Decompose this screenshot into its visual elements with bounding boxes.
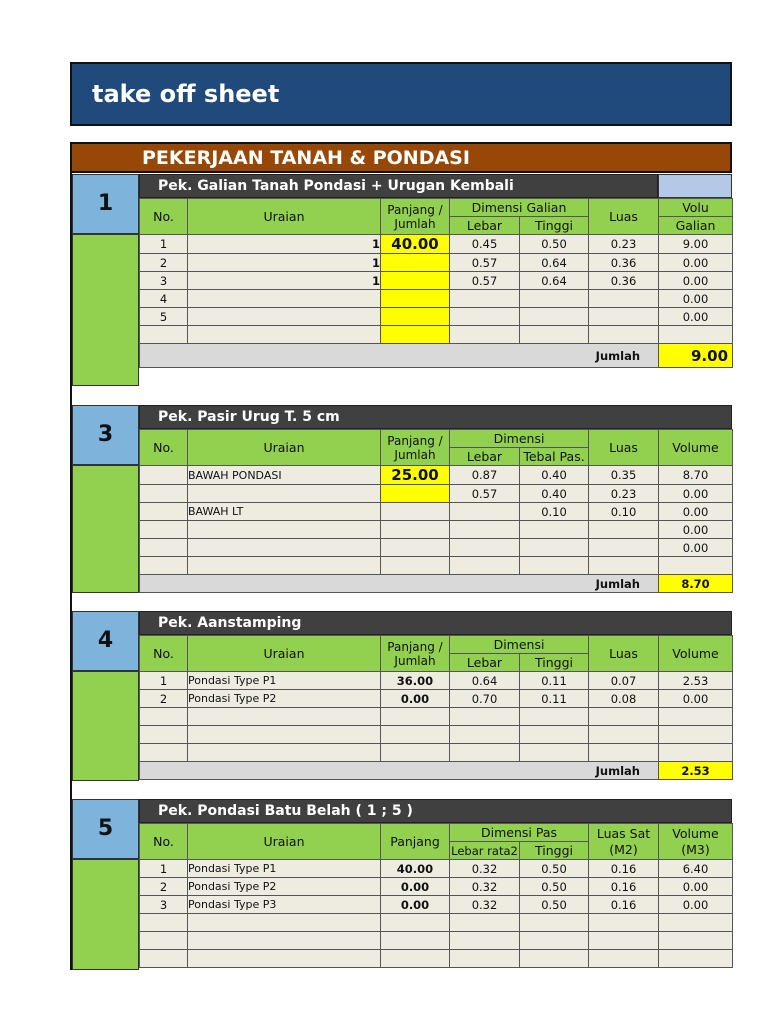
cell-no — [140, 485, 188, 503]
cell-tinggi — [520, 557, 589, 575]
cell-volume: 2.53 — [659, 672, 733, 690]
cell-no — [140, 914, 188, 932]
cell-volume: 0.00 — [659, 690, 733, 708]
cell-lebar — [450, 539, 520, 557]
header-uraian: Uraian — [188, 636, 381, 672]
cell-tinggi: 0.50 — [520, 235, 589, 254]
total-value: 9.00 — [659, 344, 733, 368]
main-title: PEKERJAAN TANAH & PONDASI — [70, 142, 732, 173]
cell-tinggi: 0.64 — [520, 254, 589, 272]
section-3-table — [139, 429, 733, 593]
cell-luas: 0.36 — [589, 272, 659, 290]
table-row — [140, 290, 733, 308]
cell-uraian — [188, 485, 381, 503]
section-3-number: 3 — [72, 405, 139, 465]
cell-lebar — [450, 521, 520, 539]
cell-lebar: 0.64 — [450, 672, 520, 690]
cell-tinggi — [520, 950, 589, 968]
section-4-title: Pek. Aanstamping — [139, 611, 732, 635]
cell-uraian: Pondasi Type P1 — [188, 860, 381, 878]
section-1-title: Pek. Galian Tanah Pondasi + Urugan Kembali — [139, 174, 658, 198]
cell-tinggi — [520, 708, 589, 726]
cell-panjang — [381, 521, 450, 539]
cell-lebar — [450, 290, 520, 308]
header-panjang: Panjang / Jumlah — [381, 636, 450, 672]
cell-no — [140, 466, 188, 485]
cell-lebar — [450, 308, 520, 326]
header-galian: Galian — [659, 217, 733, 235]
header-panjang: Panjang — [381, 824, 450, 860]
cell-luas — [589, 539, 659, 557]
cell-volume: 0.00 — [659, 878, 733, 896]
cell-lebar: 0.57 — [450, 485, 520, 503]
total-row — [140, 575, 733, 593]
header-no: No. — [140, 430, 188, 466]
header-no: No. — [140, 824, 188, 860]
cell-luas: 0.35 — [589, 466, 659, 485]
section-5-table — [139, 823, 733, 968]
header-uraian: Uraian — [188, 430, 381, 466]
cell-panjang: 40.00 — [381, 860, 450, 878]
cell-uraian: Pondasi Type P2 — [188, 690, 381, 708]
cell-lebar — [450, 744, 520, 762]
cell-panjang — [381, 932, 450, 950]
cell-tinggi — [520, 539, 589, 557]
cell-tinggi: 0.10 — [520, 503, 589, 521]
table-row — [140, 672, 733, 690]
cell-volume — [659, 726, 733, 744]
cell-lebar: 0.32 — [450, 896, 520, 914]
cell-no: 1 — [140, 860, 188, 878]
cell-volume: 0.00 — [659, 290, 733, 308]
header-lebar: Lebar — [450, 654, 520, 672]
header-dimensi: Dimensi Pas — [450, 824, 589, 842]
cell-qty: 1 — [188, 272, 381, 290]
total-value: 2.53 — [659, 762, 733, 780]
cell-luas — [589, 557, 659, 575]
cell-panjang — [381, 726, 450, 744]
header-lebar: Lebar — [450, 448, 520, 466]
cell-no: 2 — [140, 690, 188, 708]
cell-lebar — [450, 557, 520, 575]
table-row — [140, 914, 733, 932]
cell-qty: 1 — [188, 235, 381, 254]
section-5-title: Pek. Pondasi Batu Belah ( 1 ; 5 ) — [139, 799, 732, 823]
cell-luas — [589, 521, 659, 539]
cell-tinggi: 0.50 — [520, 896, 589, 914]
total-label: Jumlah — [140, 762, 659, 780]
header-volume: Volume — [659, 430, 733, 466]
table-row — [140, 466, 733, 485]
cell-tinggi: 0.11 — [520, 672, 589, 690]
cell-uraian — [188, 744, 381, 762]
header-uraian: Uraian — [188, 824, 381, 860]
cell-uraian — [188, 914, 381, 932]
cell-panjang — [381, 290, 450, 308]
table-row — [140, 860, 733, 878]
cell-luas: 0.16 — [589, 878, 659, 896]
table-row — [140, 708, 733, 726]
section-5-side — [72, 859, 139, 970]
cell-uraian — [188, 726, 381, 744]
cell-volume — [659, 914, 733, 932]
cell-no: 5 — [140, 308, 188, 326]
table-row — [140, 878, 733, 896]
cell-tinggi: 0.11 — [520, 690, 589, 708]
cell-panjang — [381, 557, 450, 575]
cell-no — [140, 326, 188, 344]
table-row — [140, 485, 733, 503]
table-row — [140, 557, 733, 575]
cell-volume: 0.00 — [659, 254, 733, 272]
cell-tinggi — [520, 521, 589, 539]
cell-uraian: BAWAH LT — [188, 503, 381, 521]
cell-luas: 0.10 — [589, 503, 659, 521]
total-value: 8.70 — [659, 575, 733, 593]
header-dimensi: Dimensi — [450, 430, 589, 448]
section-4-side — [72, 671, 139, 781]
cell-luas: 0.16 — [589, 896, 659, 914]
cell-luas — [589, 290, 659, 308]
cell-lebar: 0.87 — [450, 466, 520, 485]
section-3-title: Pek. Pasir Urug T. 5 cm — [139, 405, 732, 429]
cell-lebar — [450, 326, 520, 344]
section-1-corner — [658, 174, 732, 198]
header-lebar: Lebar — [450, 217, 520, 235]
total-label: Jumlah — [140, 344, 659, 368]
cell-tinggi: 0.50 — [520, 878, 589, 896]
header-tebal: Tebal Pas. — [520, 448, 589, 466]
total-label: Jumlah — [140, 575, 659, 593]
cell-panjang — [381, 326, 450, 344]
cell-uraian — [188, 950, 381, 968]
cell-volume — [659, 950, 733, 968]
table-row — [140, 932, 733, 950]
cell-volume: 0.00 — [659, 272, 733, 290]
cell-no — [140, 744, 188, 762]
header-dimensi: Dimensi — [450, 636, 589, 654]
cell-tinggi: 0.64 — [520, 272, 589, 290]
cell-panjang: 0.00 — [381, 690, 450, 708]
cell-luas: 0.08 — [589, 690, 659, 708]
cell-lebar — [450, 932, 520, 950]
cell-panjang — [381, 708, 450, 726]
cell-lebar — [450, 708, 520, 726]
cell-luas — [589, 914, 659, 932]
cell-luas — [589, 932, 659, 950]
cell-luas: 0.36 — [589, 254, 659, 272]
cell-no: 2 — [140, 254, 188, 272]
header-no: No. — [140, 636, 188, 672]
header-dimensi: Dimensi Galian — [450, 199, 589, 217]
cell-luas — [589, 726, 659, 744]
cell-uraian: Pondasi Type P3 — [188, 896, 381, 914]
cell-no: 1 — [140, 235, 188, 254]
table-row — [140, 539, 733, 557]
cell-panjang — [381, 485, 450, 503]
header-luas: Luas — [589, 636, 659, 672]
header-luas: Luas Sat (M2) — [589, 824, 659, 860]
cell-luas — [589, 326, 659, 344]
cell-volume: 0.00 — [659, 539, 733, 557]
section-1-table — [139, 198, 733, 368]
cell-qty — [188, 326, 381, 344]
table-row — [140, 254, 733, 272]
cell-no — [140, 521, 188, 539]
header-uraian: Uraian — [188, 199, 381, 235]
section-4-table — [139, 635, 733, 780]
header-no: No. — [140, 199, 188, 235]
cell-volume: 0.00 — [659, 503, 733, 521]
cell-no — [140, 557, 188, 575]
section-4-number: 4 — [72, 611, 139, 671]
cell-uraian — [188, 557, 381, 575]
cell-tinggi — [520, 290, 589, 308]
header-lebar: Lebar rata2 — [451, 843, 518, 858]
table-row — [140, 326, 733, 344]
cell-tinggi: 0.50 — [520, 860, 589, 878]
header-luas: Luas — [589, 199, 659, 235]
cell-luas: 0.16 — [589, 860, 659, 878]
cell-volume: 0.00 — [659, 308, 733, 326]
cell-volume: 8.70 — [659, 466, 733, 485]
cell-luas — [589, 708, 659, 726]
cell-lebar: 0.32 — [450, 878, 520, 896]
table-row — [140, 308, 733, 326]
cell-volume — [659, 744, 733, 762]
cell-luas — [589, 950, 659, 968]
cell-no — [140, 726, 188, 744]
total-row — [140, 762, 733, 780]
header-panjang: Panjang / Jumlah — [381, 199, 450, 235]
cell-no: 4 — [140, 290, 188, 308]
cell-no: 2 — [140, 878, 188, 896]
cell-volume — [659, 932, 733, 950]
cell-qty: 1 — [188, 254, 381, 272]
cell-luas: 0.23 — [589, 485, 659, 503]
cell-panjang — [381, 539, 450, 557]
header-volume: Volu — [659, 199, 733, 217]
cell-panjang: 0.00 — [381, 878, 450, 896]
cell-no — [140, 932, 188, 950]
cell-volume: 9.00 — [659, 235, 733, 254]
header-tinggi: Tinggi — [520, 654, 589, 672]
section-5-number: 5 — [72, 799, 139, 859]
header-volume: Volume (M3) — [659, 824, 733, 860]
cell-uraian — [188, 539, 381, 557]
cell-panjang: 40.00 — [381, 235, 450, 254]
cell-luas — [589, 308, 659, 326]
cell-no — [140, 950, 188, 968]
cell-uraian — [188, 708, 381, 726]
cell-uraian: Pondasi Type P1 — [188, 672, 381, 690]
table-row — [140, 503, 733, 521]
total-row — [140, 344, 733, 368]
cell-qty — [188, 308, 381, 326]
cell-luas — [589, 744, 659, 762]
cell-lebar — [450, 914, 520, 932]
cell-lebar: 0.45 — [450, 235, 520, 254]
cell-no: 1 — [140, 672, 188, 690]
cell-lebar: 0.57 — [450, 254, 520, 272]
cell-lebar — [450, 726, 520, 744]
cell-panjang — [381, 914, 450, 932]
cell-volume — [659, 326, 733, 344]
cell-lebar: 0.70 — [450, 690, 520, 708]
cell-volume: 0.00 — [659, 521, 733, 539]
cell-panjang — [381, 308, 450, 326]
table-row — [140, 235, 733, 254]
table-row — [140, 521, 733, 539]
header-luas: Luas — [589, 430, 659, 466]
cell-no: 3 — [140, 896, 188, 914]
cell-tinggi — [520, 932, 589, 950]
cell-volume: 6.40 — [659, 860, 733, 878]
cell-panjang — [381, 272, 450, 290]
table-row — [140, 690, 733, 708]
cell-luas: 0.07 — [589, 672, 659, 690]
cell-volume — [659, 708, 733, 726]
table-row — [140, 744, 733, 762]
cell-uraian — [188, 521, 381, 539]
header-volume: Volume — [659, 636, 733, 672]
cell-panjang: 25.00 — [381, 466, 450, 485]
cell-lebar — [450, 503, 520, 521]
header-tinggi: Tinggi — [520, 842, 589, 860]
table-row — [140, 726, 733, 744]
cell-uraian: BAWAH PONDASI — [188, 466, 381, 485]
cell-tinggi — [520, 914, 589, 932]
cell-tinggi — [520, 726, 589, 744]
header-tinggi: Tinggi — [520, 217, 589, 235]
cell-volume: 0.00 — [659, 896, 733, 914]
section-1-side — [72, 234, 139, 386]
cell-no — [140, 708, 188, 726]
cell-lebar: 0.57 — [450, 272, 520, 290]
table-row — [140, 272, 733, 290]
cell-tinggi — [520, 308, 589, 326]
section-3-side — [72, 465, 139, 593]
cell-no — [140, 503, 188, 521]
cell-lebar: 0.32 — [450, 860, 520, 878]
table-row — [140, 950, 733, 968]
cell-uraian: Pondasi Type P2 — [188, 878, 381, 896]
section-1-number: 1 — [72, 174, 139, 234]
cell-tinggi — [520, 744, 589, 762]
cell-tinggi: 0.40 — [520, 466, 589, 485]
cell-panjang: 0.00 — [381, 896, 450, 914]
cell-tinggi — [520, 326, 589, 344]
cell-panjang — [381, 744, 450, 762]
cell-panjang: 36.00 — [381, 672, 450, 690]
sheet-header: take off sheet — [70, 62, 732, 126]
cell-no: 3 — [140, 272, 188, 290]
cell-uraian — [188, 932, 381, 950]
cell-no — [140, 539, 188, 557]
cell-panjang — [381, 254, 450, 272]
cell-panjang — [381, 503, 450, 521]
cell-lebar — [450, 950, 520, 968]
cell-tinggi: 0.40 — [520, 485, 589, 503]
cell-volume — [659, 557, 733, 575]
cell-luas: 0.23 — [589, 235, 659, 254]
header-panjang: Panjang / Jumlah — [381, 430, 450, 466]
table-row — [140, 896, 733, 914]
cell-volume: 0.00 — [659, 485, 733, 503]
cell-qty — [188, 290, 381, 308]
cell-panjang — [381, 950, 450, 968]
